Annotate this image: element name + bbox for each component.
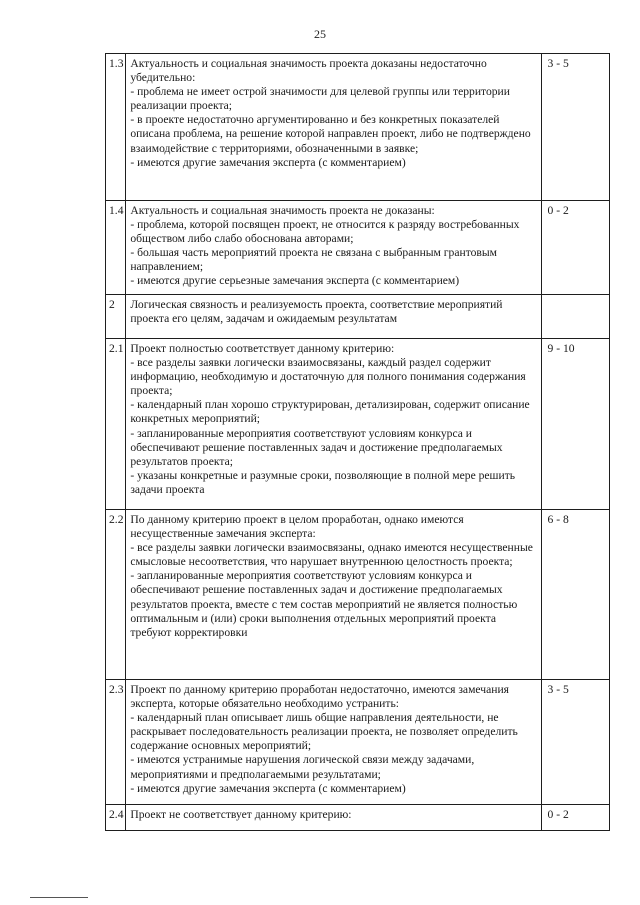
criterion-description-line: - все разделы заявки логически взаимосвязаны, каждый раздел содержит информацию, необходимую и достаточную для полного понимания содержания проекта;: [130, 356, 526, 398]
criterion-description-line: - все разделы заявки логически взаимосвязаны, однако имеются несущественные смысловые несоответствия, что нарушает внутреннюю целостность проекта;: [130, 541, 533, 569]
criteria-table: [105, 53, 610, 831]
criterion-description-line: Логическая связность и реализуемость проекта, соответствие мероприятий проекта его целям, задачам и ожидаемым результатам: [130, 298, 503, 326]
criterion-description: [126, 201, 541, 295]
criterion-score-range: 3 - 5: [541, 680, 610, 805]
criterion-description-line: Проект полностью соответствует данному критерию:: [130, 342, 395, 355]
criterion-description-line: Проект не соответствует данному критерию:: [130, 808, 352, 821]
criterion-description: [126, 295, 541, 339]
criterion-description: [126, 805, 541, 831]
criterion-score-range: [541, 295, 610, 339]
criterion-number: 2.3: [106, 680, 126, 805]
criterion-number: 2.2: [106, 510, 126, 680]
criterion-number: 1.3: [106, 54, 126, 201]
page-number: 25: [314, 27, 326, 41]
criteria-table-body: [106, 54, 610, 831]
criterion-description: [126, 54, 541, 201]
criterion-number: 2.1: [106, 339, 126, 510]
criterion-description-line: - имеются другие замечания эксперта (с комментарием): [130, 781, 406, 795]
criteria-row: [106, 510, 610, 680]
criterion-description-line: - имеются другие замечания эксперта (с комментарием): [130, 155, 406, 169]
criterion-description-line: - календарный план описывает лишь общие направления деятельности, не раскрывает последовательность реализации проекта, не позволяет определить содержание основных мероприятий;: [130, 711, 518, 753]
criterion-description-line: Актуальность и социальная значимость проекта доказаны недостаточно убедительно:: [130, 57, 487, 85]
criterion-description-line: - запланированные мероприятия соответствуют условиям конкурса и обеспечивают решение поставленных задач и достижение предполагаемых результатов проекта, вместе с тем состав мероприятий не является полностью оптимальным и (или) сроки выполнения отдельных мероприятий проекта требуют корректировки: [130, 569, 518, 639]
criterion-description-line: - указаны конкретные и разумные сроки, позволяющие в полной мере решить задачи проекта: [130, 468, 516, 496]
criterion-description-line: - запланированные мероприятия соответствуют условиям конкурса и обеспечивают решение поставленных задач и достижение предполагаемых результатов проекта;: [130, 426, 503, 468]
criterion-description: [126, 510, 541, 680]
criterion-description-line: - имеются другие серьезные замечания эксперта (с комментарием): [130, 274, 460, 288]
criteria-row: [106, 54, 610, 201]
criterion-number: 2.4: [106, 805, 126, 831]
criterion-description-line: - в проекте недостаточно аргументированно и без конкретных показателей описана проблема, на решение которой направлен проект, либо не подтверждено взаимодействие с территориями, обозначенными в заявке;: [130, 113, 531, 155]
criterion-score-range: 6 - 8: [541, 510, 610, 680]
criteria-row: [106, 680, 610, 805]
criteria-row: [106, 805, 610, 831]
criterion-description-line: - проблема не имеет острой значимости для целевой группы или территории реализации проекта;: [130, 85, 510, 113]
criterion-description-line: - большая часть мероприятий проекта не связана с выбранным грантовым направлением;: [130, 246, 498, 274]
criterion-score-range: 0 - 2: [541, 805, 610, 831]
criterion-number: 2: [106, 295, 126, 339]
criterion-description: [126, 339, 541, 510]
criterion-description-line: Проект по данному критерию проработан недостаточно, имеются замечания эксперта, которые обязательно необходимо устранить:: [130, 683, 509, 711]
footnote-divider: [30, 897, 88, 898]
criterion-number: 1.4: [106, 201, 126, 295]
criterion-score-range: 9 - 10: [541, 339, 610, 510]
criterion-description-line: Актуальность и социальная значимость проекта не доказаны:: [130, 204, 435, 217]
criteria-row: [106, 339, 610, 510]
criterion-description-line: - проблема, которой посвящен проект, не относится к разряду востребованных обществом либо слабо обоснована авторами;: [130, 218, 520, 246]
criterion-score-range: 0 - 2: [541, 201, 610, 295]
criterion-description-line: По данному критерию проект в целом проработан, однако имеются несущественные замечания эксперта:: [130, 513, 464, 541]
criterion-description-line: - имеются устранимые нарушения логической связи между задачами, мероприятиями и предполагаемыми результатами;: [130, 753, 475, 781]
criterion-score-range: 3 - 5: [541, 54, 610, 201]
criterion-description: [126, 680, 541, 805]
criteria-row: [106, 201, 610, 295]
criteria-row: [106, 295, 610, 339]
criterion-description-line: - календарный план хорошо структурирован, детализирован, содержит описание конкретных мероприятий;: [130, 398, 530, 426]
